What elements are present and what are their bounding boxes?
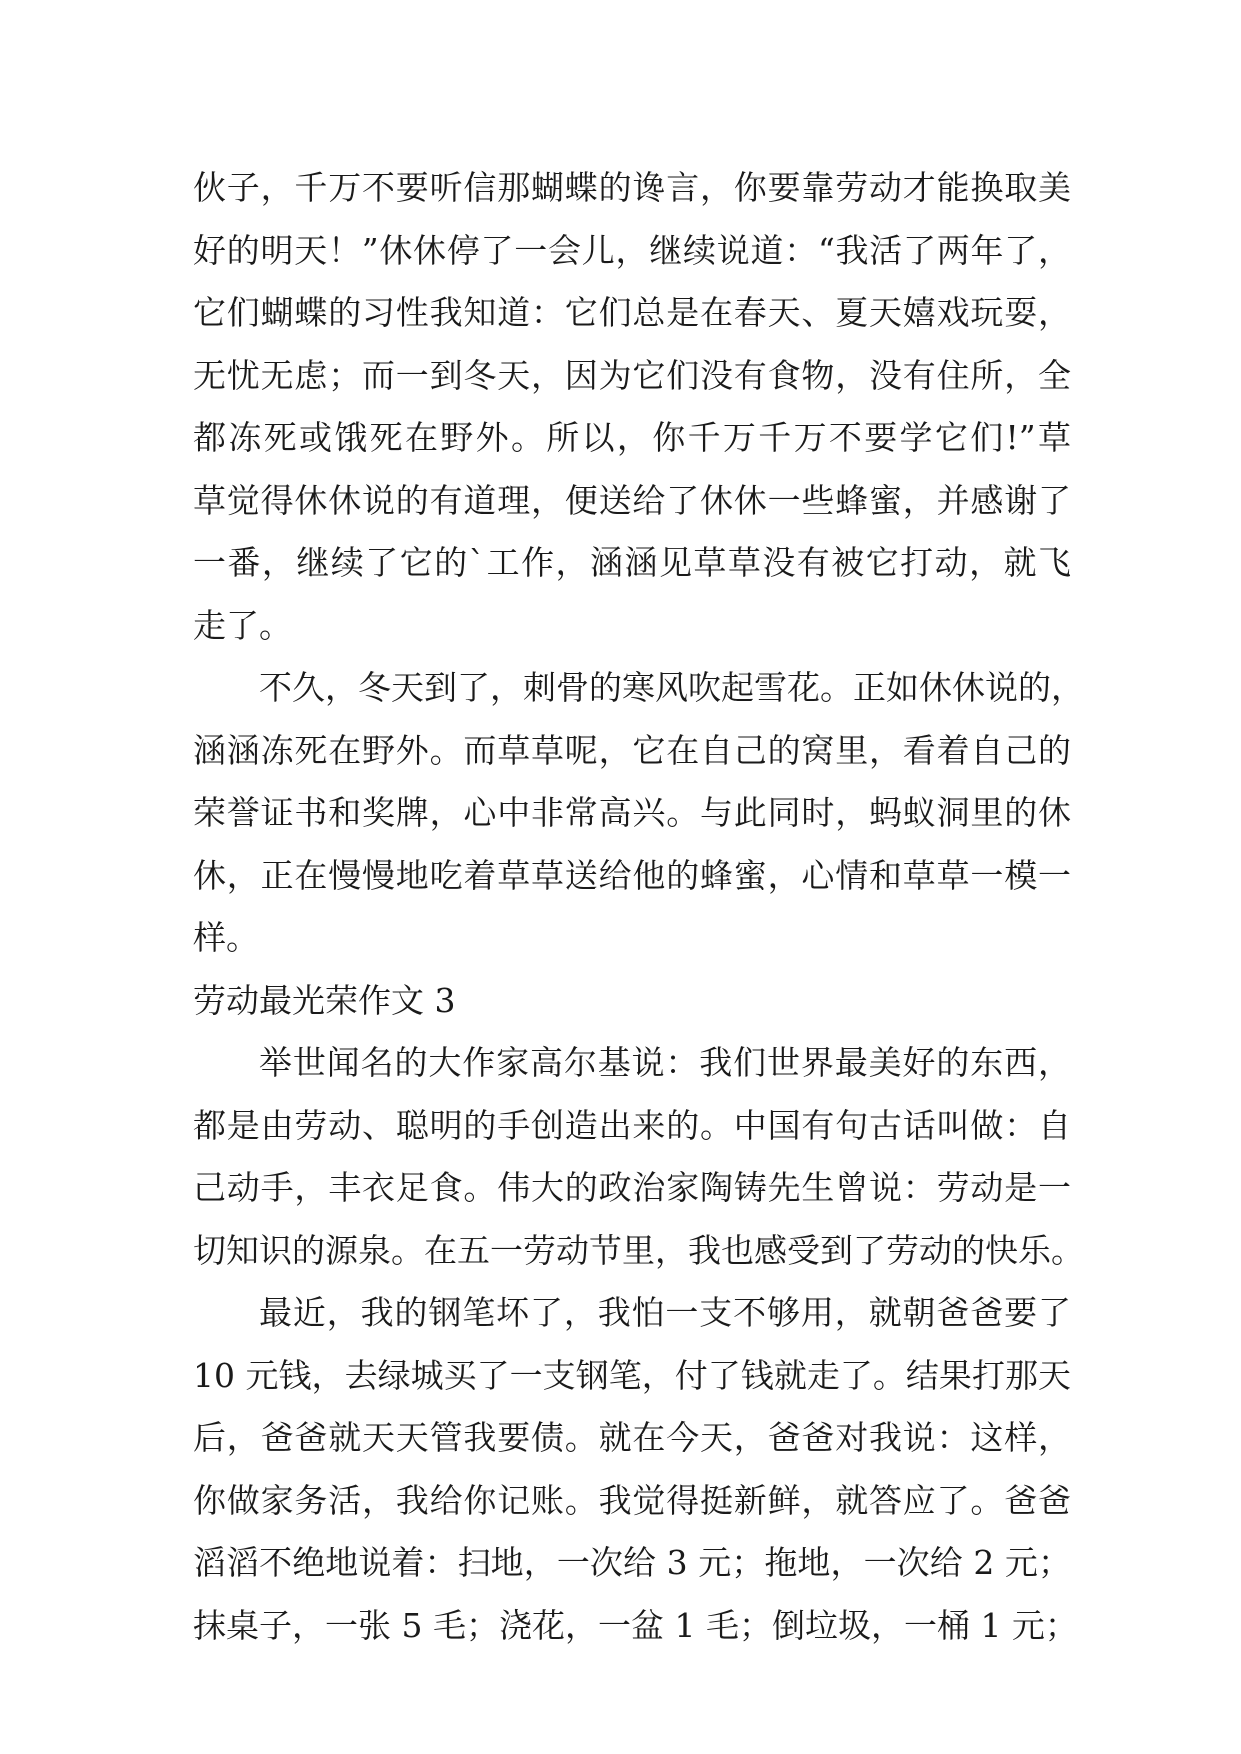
text-line: 抹桌子，一张 5 毛；浇花，一盆 1 毛；倒垃圾，一桶 1 元； <box>193 1605 1078 1645</box>
text-line: 休，正在慢慢地吃着草草送给他的蜂蜜，心情和草草一模一 <box>193 855 1071 895</box>
text-line: 一番，继续了它的`工作，涵涵见草草没有被它打动，就飞 <box>193 543 1071 582</box>
heading-text: 劳动最光荣作文 3 <box>193 980 456 1020</box>
text-line: 都冻死或饿死在野外。所以，你千万千万不要学它们!”草 <box>193 418 1071 457</box>
text-line: 涵涵冻死在野外。而草草呢，它在自己的窝里，看着自己的 <box>193 730 1071 770</box>
text-line: 伙子，千万不要听信那蝴蝶的谗言，你要靠劳动才能换取美 <box>193 168 1071 207</box>
text-line: 后，爸爸就天天管我要债。就在今天，爸爸对我说：这样， <box>193 1418 1071 1457</box>
text-line: 草觉得休休说的有道理，便送给了休休一些蜂蜜，并感谢了 <box>193 480 1071 520</box>
document-body <box>193 157 1084 1657</box>
text-line: 荣誉证书和奖牌，心中非常高兴。与此同时，蚂蚁洞里的休 <box>193 793 1071 832</box>
text-line: 样。 <box>193 918 259 957</box>
paragraph <box>193 1032 1084 1282</box>
text-line: 它们蝴蝶的习性我知道：它们总是在春天、夏天嬉戏玩耍， <box>193 293 1071 332</box>
text-line: 己动手，丰衣足食。伟大的政治家陶铸先生曾说：劳动是一 <box>193 1168 1071 1207</box>
text-line: 好的明天！”休休停了一会儿，继续说道：“我活了两年了， <box>193 230 1071 270</box>
text-line: 滔滔不绝地说着：扫地，一次给 3 元；拖地，一次给 2 元； <box>193 1543 1071 1582</box>
text-line: 最近，我的钢笔坏了，我怕一支不够用，就朝爸爸要了 <box>259 1293 1071 1332</box>
paragraph <box>193 1282 1078 1657</box>
text-line: 都是由劳动、聪明的手创造出来的。中国有句古话叫做：自 <box>193 1105 1071 1145</box>
text-line: 走了。 <box>193 605 292 645</box>
text-line: 无忧无虑；而一到冬天，因为它们没有食物，没有住所，全 <box>193 355 1071 395</box>
text-line: 不久，冬天到了，刺骨的寒风吹起雪花。正如休休说的， <box>259 668 1084 707</box>
text-line: 切知识的源泉。在五一劳动节里，我也感受到了劳动的快乐。 <box>193 1230 1084 1270</box>
paragraph <box>193 657 1084 970</box>
paragraph <box>193 157 1071 657</box>
text-line: 举世闻名的大作家高尔基说：我们世界最美好的东西， <box>259 1043 1071 1082</box>
text-line: 10 元钱，去绿城买了一支钢笔，付了钱就走了。结果打那天 <box>193 1355 1071 1395</box>
section-heading <box>193 970 1071 1033</box>
text-line: 你做家务活，我给你记账。我觉得挺新鲜，就答应了。爸爸 <box>193 1480 1071 1520</box>
